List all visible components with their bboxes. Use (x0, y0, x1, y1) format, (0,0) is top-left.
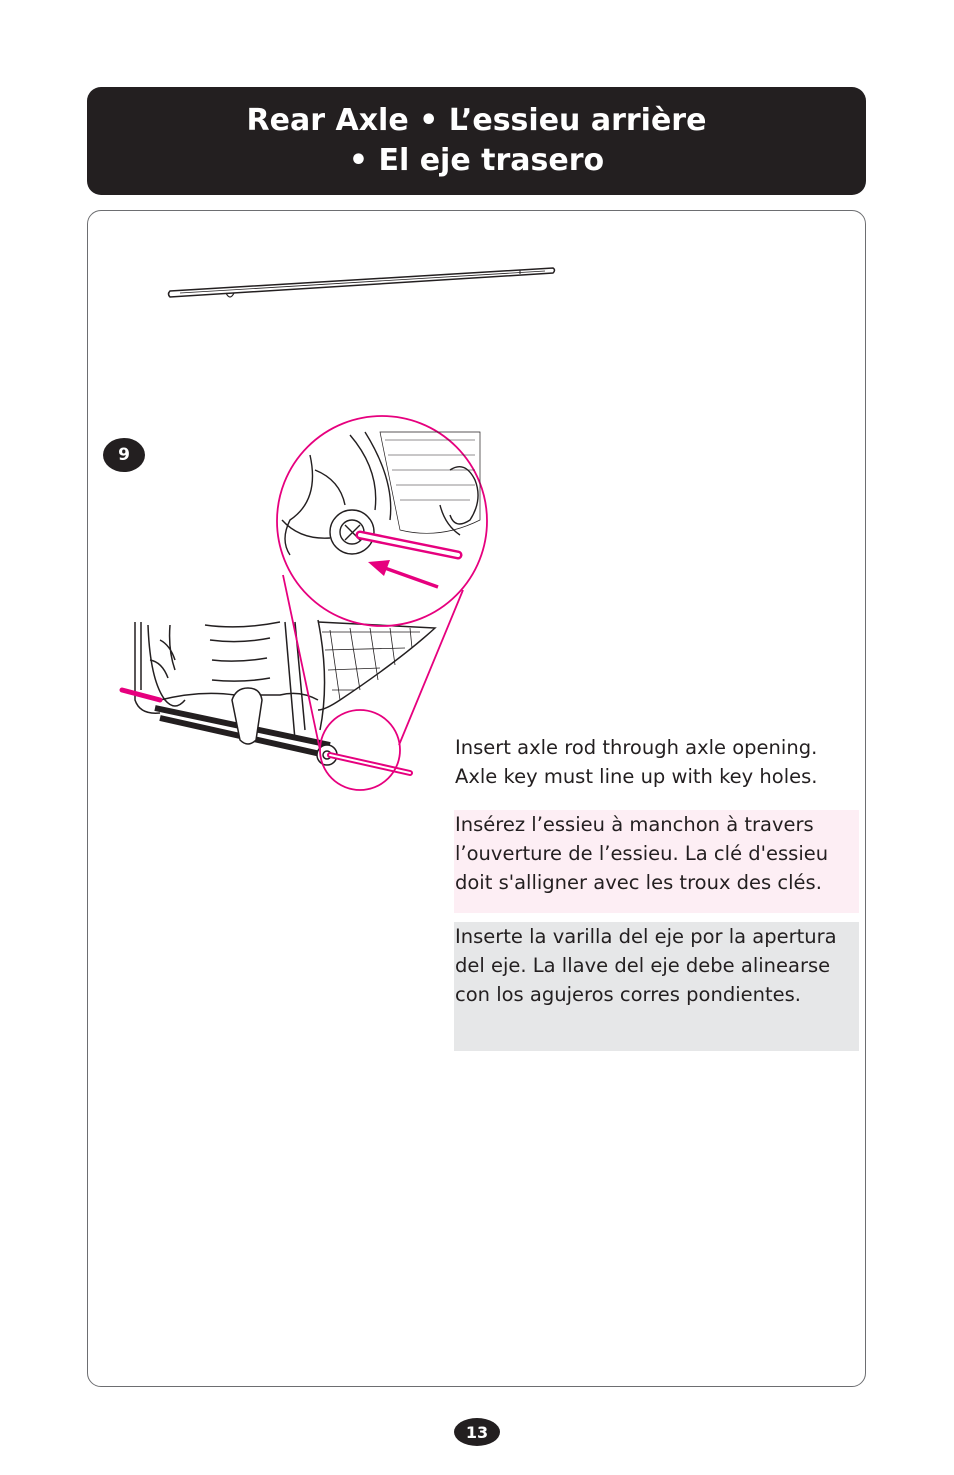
instruction-english: Insert axle rod through axle opening. Axle key must line up with key holes. (455, 736, 818, 788)
direction-arrow-icon (368, 560, 438, 587)
instruction-french: Insérez l’essieu à manchon à travers l’ouverture de l’essieu. La clé d'essieu doit s'alligner avec les troux des clés. (454, 810, 859, 913)
page-number: 13 (454, 1418, 500, 1446)
instruction-spanish: Inserte la varilla del eje por la apertura del eje. La llave del eje debe alinearse con los agujeros corres pondientes. (454, 922, 859, 1051)
section-title-line2: • El eje trasero (348, 143, 605, 178)
section-title-line1: Rear Axle • L’essieu arrière (246, 103, 707, 138)
axle-rod-illustration (169, 268, 555, 297)
stroller-frame-illustration (135, 620, 435, 765)
step-number-badge: 9 (103, 438, 145, 472)
axle-detail-rod (360, 535, 458, 555)
